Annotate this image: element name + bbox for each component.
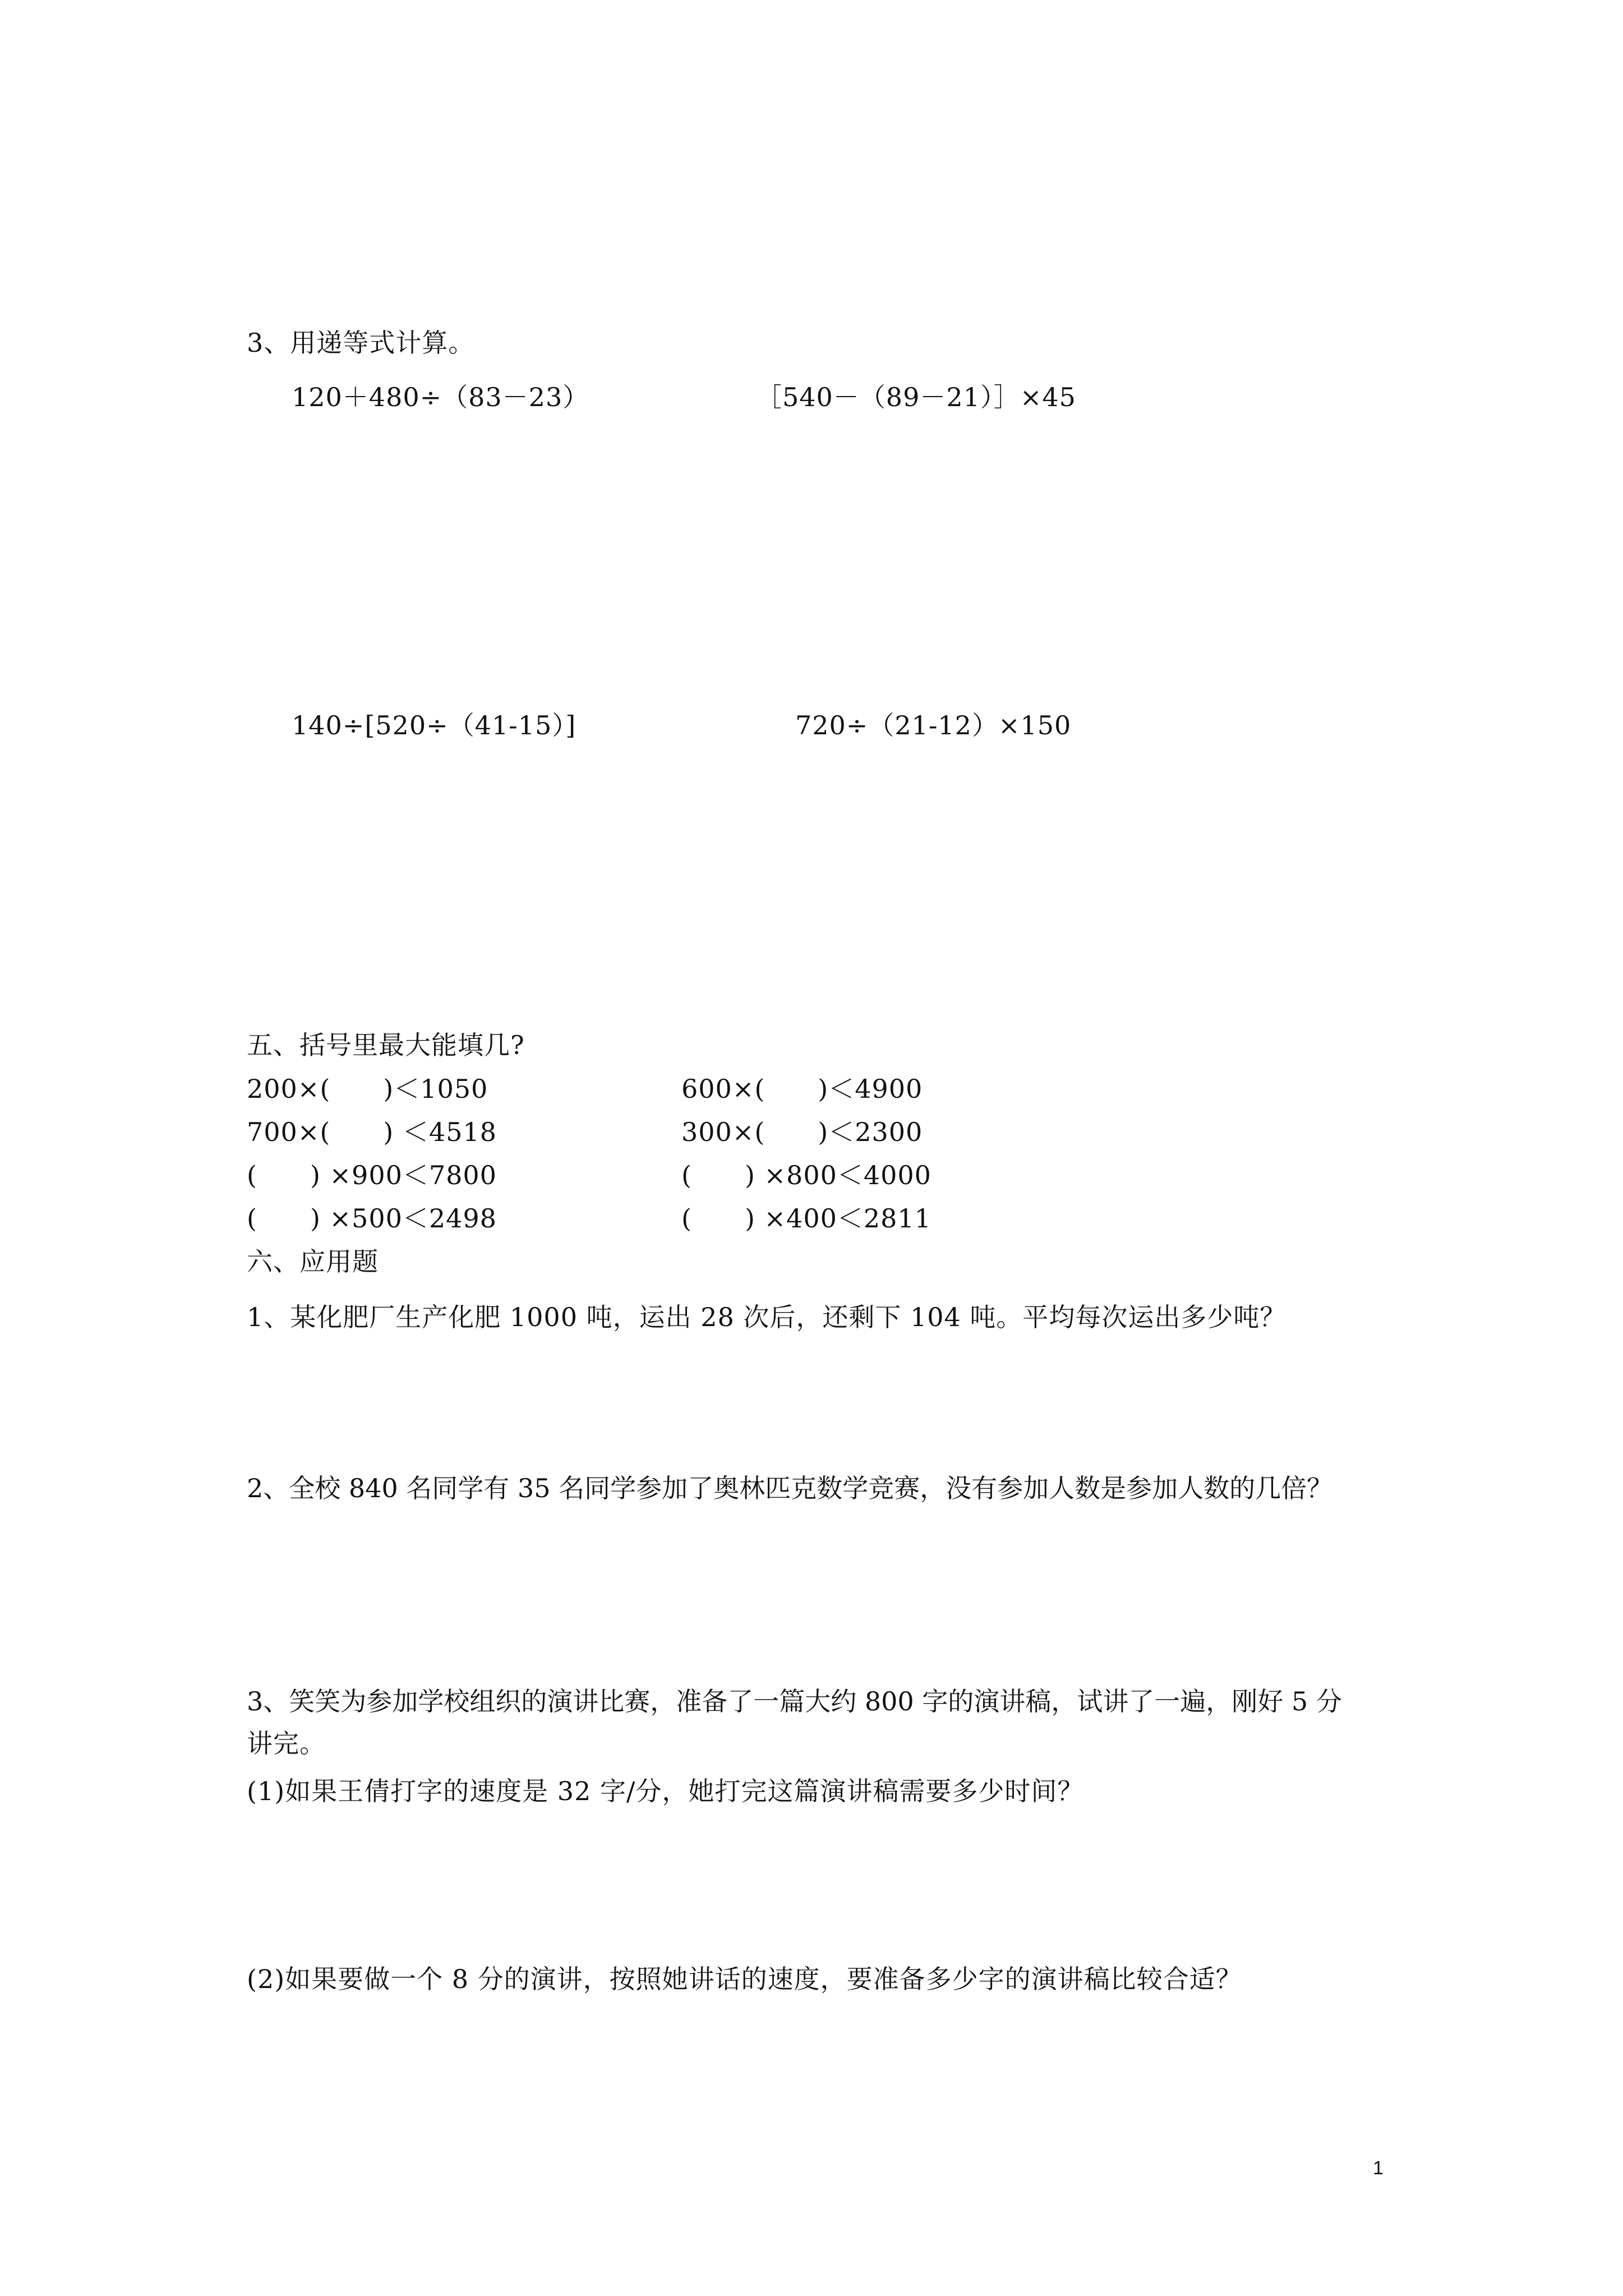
fill-item-right-2: 300×( )＜2300: [681, 1117, 923, 1147]
section-5-title: 五、括号里最大能填几?: [247, 1030, 525, 1060]
calc-question-title: 3、用递等式计算。: [247, 328, 475, 358]
expression-1: 120＋480÷（83－23）: [292, 382, 589, 412]
application-question-1: 1、某化肥厂生产化肥 1000 吨，运出 28 次后，还剩下 104 吨。平均每次运出多少吨？: [247, 1302, 1287, 1332]
fill-item-right-4: ( ) ×400＜2811: [681, 1203, 932, 1234]
section-6-title: 六、应用题: [247, 1246, 379, 1277]
application-question-2: 2、全校 840 名同学有 35 名同学参加了奥林匹克数学竞赛，没有参加人数是参加人数的几倍？: [247, 1473, 1333, 1503]
application-question-3-sub-2: (2)如果要做一个 8 分的演讲，按照她讲话的速度，要准备多少字的演讲稿比较合适？: [247, 1964, 1242, 1994]
expression-3: 140÷[520÷（41-15）]: [292, 710, 577, 740]
fill-item-right-3: ( ) ×800＜4000: [681, 1160, 932, 1190]
application-question-3-sub-1: (1)如果王倩打字的速度是 32 字/分，她打完这篇演讲稿需要多少时间？: [247, 1776, 1084, 1806]
expression-4: 720÷（21-12）×150: [795, 710, 1072, 740]
expression-2: ［540－（89－21）］×45: [756, 382, 1076, 412]
fill-item-right-1: 600×( )＜4900: [681, 1074, 923, 1104]
fill-item-left-3: ( ) ×900＜7800: [247, 1160, 497, 1190]
application-question-3-line-1: 3、笑笑为参加学校组织的演讲比赛，准备了一篇大约 800 字的演讲稿，试讲了一遍，刚好 5 分: [247, 1686, 1342, 1717]
page-number: 1: [1373, 2157, 1384, 2179]
fill-item-left-4: ( ) ×500＜2498: [247, 1203, 497, 1234]
application-question-3-line-2: 讲完。: [247, 1728, 326, 1759]
fill-item-left-2: 700×( ) ＜4518: [247, 1117, 497, 1147]
fill-item-left-1: 200×( )＜1050: [247, 1074, 488, 1104]
